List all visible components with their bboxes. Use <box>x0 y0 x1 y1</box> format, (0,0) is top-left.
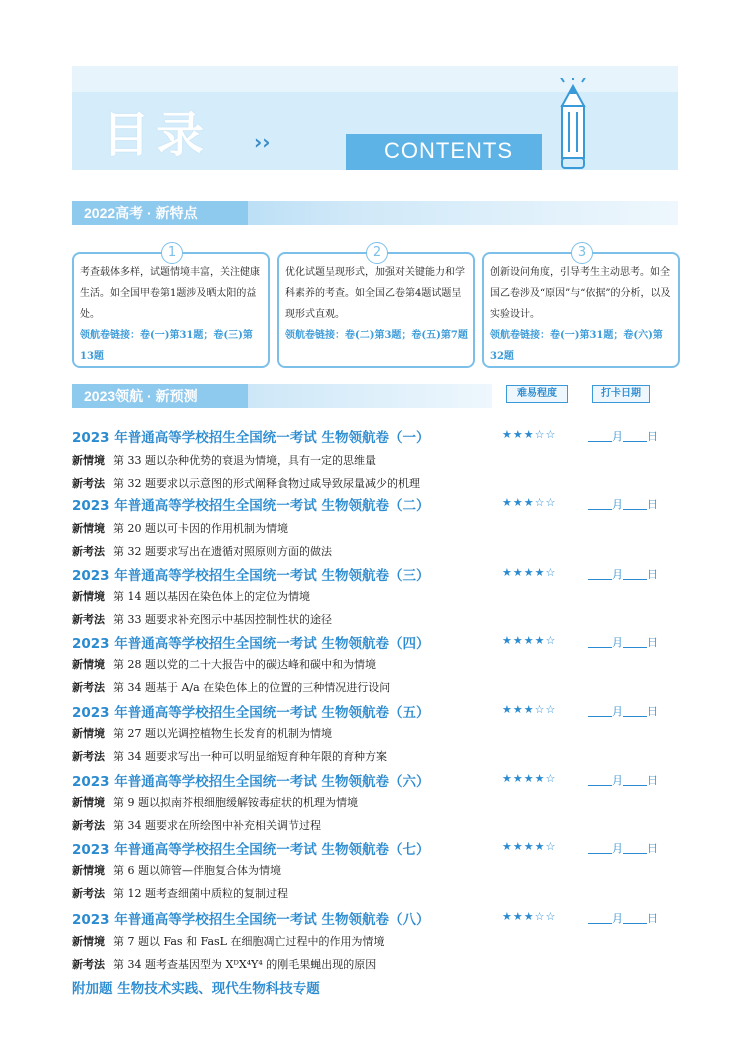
section-2022-features <box>72 201 678 225</box>
checkin-date[interactable]: 月 日 <box>588 566 658 582</box>
new-method-row: 新考法 第 33 题要求补充图示中基因控制性状的途径 <box>72 613 332 626</box>
pencil-icon <box>558 78 588 170</box>
feature-card-2 <box>277 245 475 368</box>
feature-number: 3 <box>571 242 593 264</box>
new-context-row: 新情境 第 6 题以筛管—伴胞复合体为情境 <box>72 864 281 877</box>
volume-title[interactable]: 2023 年普通高等学校招生全国统一考试 生物领航卷（五） <box>72 705 430 721</box>
new-context-row: 新情境 第 28 题以党的二十大报告中的碳达峰和碳中和为情境 <box>72 658 376 671</box>
difficulty-stars: ★★★☆☆ <box>502 428 557 441</box>
feature-card-3 <box>482 245 680 368</box>
volume-title[interactable]: 2023 年普通高等学校招生全国统一考试 生物领航卷（二） <box>72 498 430 514</box>
new-method-row: 新考法 第 12 题考查细菌中质粒的复制过程 <box>72 887 288 900</box>
feature-link: 领航卷链接：卷(二)第3题；卷(五)第7题 <box>285 330 468 341</box>
volume-title[interactable]: 2023 年普通高等学校招生全国统一考试 生物领航卷（六） <box>72 774 430 790</box>
new-context-row: 新情境 第 7 题以 Fas 和 FasL 在细胞凋亡过程中的作用为情境 <box>72 935 385 948</box>
checkin-date[interactable]: 月 日 <box>588 428 658 444</box>
appendix-title[interactable]: 附加题 生物技术实践、现代生物科技专题 <box>72 981 320 997</box>
difficulty-stars: ★★★☆☆ <box>502 703 557 716</box>
checkin-date[interactable]: 月 日 <box>588 703 658 719</box>
difficulty-stars: ★★★★☆ <box>502 840 557 853</box>
volume-title[interactable]: 2023 年普通高等学校招生全国统一考试 生物领航卷（七） <box>72 842 430 858</box>
difficulty-stars: ★★★☆☆ <box>502 496 557 509</box>
feature-text <box>285 262 469 346</box>
volume-title[interactable]: 2023 年普通高等学校招生全国统一考试 生物领航卷（三） <box>72 568 430 584</box>
page-title: 目录 <box>102 107 211 163</box>
difficulty-stars: ★★★☆☆ <box>502 910 557 923</box>
difficulty-header: 难易程度 <box>506 385 568 403</box>
volume-title[interactable]: 2023 年普通高等学校招生全国统一考试 生物领航卷（八） <box>72 912 430 928</box>
contents-label: CONTENTS <box>384 138 513 163</box>
feature-description: 优化试题呈现形式，加强对关键能力和学科素养的考查。如全国乙卷第4题试题呈现形式直观。 <box>285 267 465 320</box>
new-method-row: 新考法 第 32 题要求写出在遗循对照原则方面的做法 <box>72 545 332 558</box>
new-method-row: 新考法 第 34 题基于 A/a 在染色体上的位置的三种情况进行设问 <box>72 681 391 694</box>
new-method-row: 新考法 第 34 题要求在所绘图中补充相关调节过程 <box>72 819 321 832</box>
checkin-date[interactable]: 月 日 <box>588 910 658 926</box>
checkin-date-header: 打卡日期 <box>592 385 650 403</box>
feature-text <box>80 262 264 367</box>
feature-text <box>490 262 674 367</box>
new-context-row: 新情境 第 9 题以拟南芥根细胞缓解铵毒症状的机理为情境 <box>72 796 358 809</box>
new-context-row: 新情境 第 14 题以基因在染色体上的定位为情境 <box>72 590 310 603</box>
section-2023-predictions <box>72 384 492 408</box>
feature-number: 2 <box>366 242 388 264</box>
new-method-row: 新考法 第 32 题要求以示意图的形式阐释食物过咸导致尿量减少的机理 <box>72 477 420 490</box>
section-label: 2022高考 · 新特点 <box>84 205 198 221</box>
checkin-date[interactable]: 月 日 <box>588 840 658 856</box>
difficulty-stars: ★★★★☆ <box>502 566 557 579</box>
difficulty-stars: ★★★★☆ <box>502 634 557 647</box>
new-method-row: 新考法 第 34 题要求写出一种可以明显缩短育种年限的育种方案 <box>72 750 387 763</box>
section-label: 2023领航 · 新预测 <box>84 388 198 404</box>
chevron-right-icon: ›› <box>254 130 271 154</box>
new-context-row: 新情境 第 20 题以可卡因的作用机制为情境 <box>72 522 288 535</box>
feature-description: 创新设问角度，引导考生主动思考。如全国乙卷涉及“原因”与“依据”的分析，以及实验设计。 <box>490 267 671 320</box>
volume-title[interactable]: 2023 年普通高等学校招生全国统一考试 生物领航卷（一） <box>72 430 430 446</box>
new-context-row: 新情境 第 27 题以光调控植物生长发育的机制为情境 <box>72 727 332 740</box>
feature-number: 1 <box>161 242 183 264</box>
feature-link: 领航卷链接：卷(一)第31题；卷(六)第32题 <box>490 330 663 362</box>
checkin-date[interactable]: 月 日 <box>588 496 658 512</box>
checkin-date[interactable]: 月 日 <box>588 634 658 650</box>
feature-card-1 <box>72 245 270 368</box>
checkin-date[interactable]: 月 日 <box>588 772 658 788</box>
feature-description: 考查载体多样，试题情境丰富，关注健康生活。如全国甲卷第1题涉及晒太阳的益处。 <box>80 267 260 320</box>
difficulty-stars: ★★★★☆ <box>502 772 557 785</box>
new-method-row: 新考法 第 34 题考查基因型为 XᴰX⁴Y⁴ 的刚毛果蝇出现的原因 <box>72 958 377 971</box>
new-context-row: 新情境 第 33 题以杂种优势的衰退为情境，具有一定的思维量 <box>72 454 376 467</box>
feature-link: 领航卷链接：卷(一)第31题；卷(三)第13题 <box>80 330 253 362</box>
volume-title[interactable]: 2023 年普通高等学校招生全国统一考试 生物领航卷（四） <box>72 636 430 652</box>
